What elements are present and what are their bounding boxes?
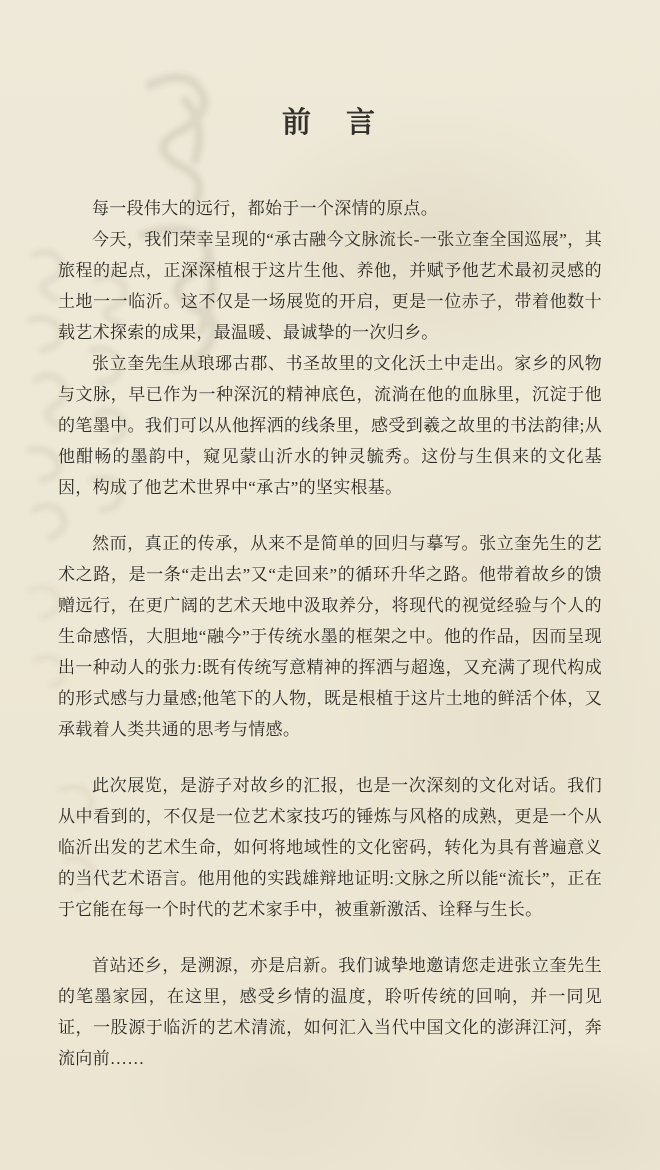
paragraph: 张立奎先生从琅琊古郡、书圣故里的文化沃土中走出。家乡的风物与文脉，早已作为一种深沉的精神底色，流淌在他的血脉里，沉淀于他的笔墨中。我们可以从他挥洒的线条里，感受到羲之故里的书法韵律;从他酣畅的墨韵中，窥见蒙山沂水的钟灵毓秀。这份与生俱来的文化基因，构成了他艺术世界中“承古”的坚实根基。 [58,354,602,497]
paragraph: 每一段伟大的远行，都始于一个深情的原点。 [92,199,438,218]
paragraph: 然而，真正的传承，从来不是简单的回归与摹写。张立奎先生的艺术之路，是一条“走出去”又“走回来”的循环升华之路。他带着故乡的馈赠远行，在更广阔的艺术天地中汲取养分，将现代的视觉经验与个人的生命感悟，大胆地“融今”于传统水墨的框架之中。他的作品，因而呈现出一种动人的张力:既有传统写意精神的挥洒与超逸，又充满了现代构成的形式感与力量感;他笔下的人物，既是根植于这片土地的鲜活个体，又承载着人类共通的思考与情感。 [58,534,602,739]
paragraph: 此次展览，是游子对故乡的汇报，也是一次深刻的文化对话。我们从中看到的，不仅是一位艺术家技巧的锤炼与风格的成熟，更是一个从临沂出发的艺术生命，如何将地域性的文化密码，转化为具有普遍意义的当代艺术语言。他用他的实践雄辩地证明:文脉之所以能“流长”，正在于它能在每一个时代的艺术家手中，被重新激活、诠释与生长。 [58,776,602,919]
page-title: 前 言 [281,107,378,139]
preface-body [58,193,602,1074]
paragraph: 首站还乡，是溯源，亦是启新。我们诚挚地邀请您走进张立奎先生的笔墨家园，在这里，感受乡情的温度，聆听传统的回响，并一同见证，一股源于临沂的艺术清流，如何汇入当代中国文化的澎湃江河，奔流向前…… [58,956,602,1068]
paragraph: 今天，我们荣幸呈现的“承古融今文脉流长-一张立奎全国巡展”，其旅程的起点，正深深植根于这片生他、养他，并赋予他艺术最初灵感的土地一一临沂。这不仅是一场展览的开启，更是一位赤子，带着他数十载艺术探索的成果，最温暖、最诚挚的一次归乡。 [58,230,602,342]
